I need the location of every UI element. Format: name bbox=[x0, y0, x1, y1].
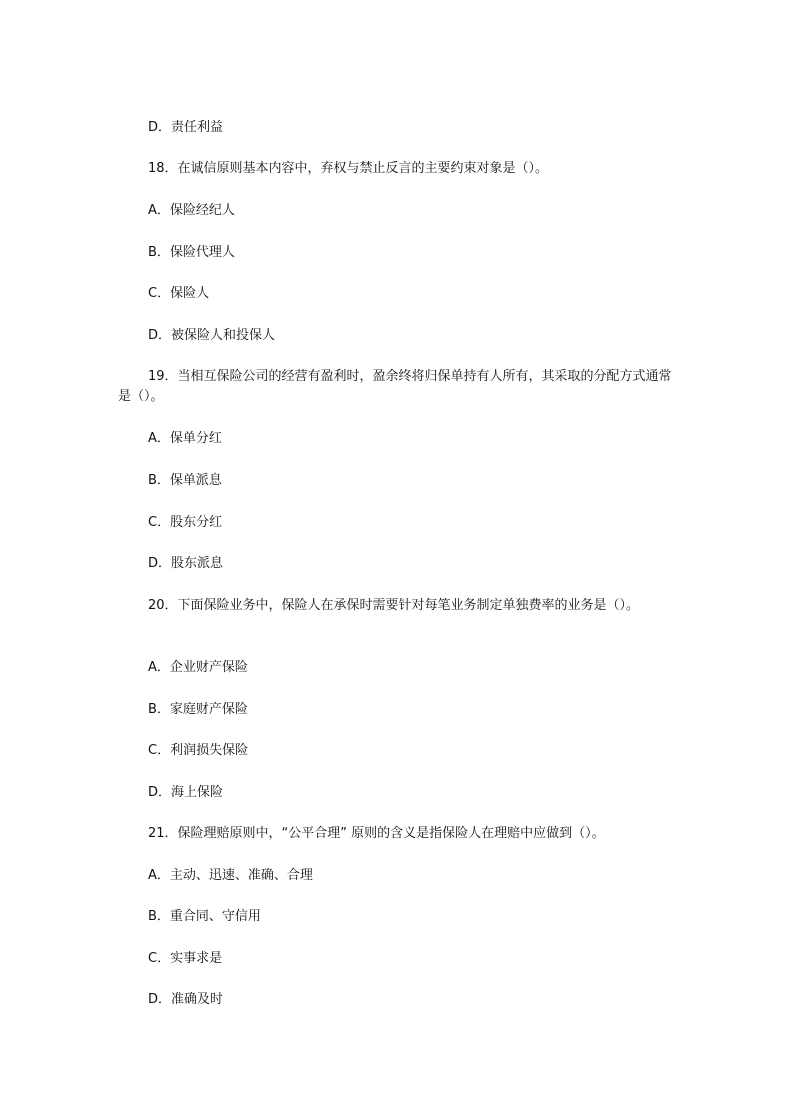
option-18-a: A．保险经纪人 bbox=[148, 203, 235, 218]
question-20: 20．下面保险业务中，保险人在承保时需要针对每笔业务制定单独费率的业务是（）。 bbox=[148, 598, 640, 613]
option-20-b: B．家庭财产保险 bbox=[148, 702, 248, 717]
option-20-d: D．海上保险 bbox=[148, 785, 224, 800]
option-19-d: D．股东派息 bbox=[148, 556, 224, 571]
option-19-c: C．股东分红 bbox=[148, 515, 223, 530]
option-21-a: A．主动、迅速、准确、合理 bbox=[148, 868, 313, 883]
option-20-a: A．企业财产保险 bbox=[148, 660, 248, 675]
question-18: 18．在诚信原则基本内容中，弃权与禁止反言的主要约束对象是（）。 bbox=[148, 161, 549, 176]
option-21-b: B．重合同、守信用 bbox=[148, 909, 261, 924]
option-19-b: B．保单派息 bbox=[148, 473, 222, 488]
question-21: 21．保险理赔原则中，“公平合理” 原则的含义是指保险人在理赔中应做到（）。 bbox=[148, 826, 605, 841]
option-17-d: D．责任利益 bbox=[148, 120, 224, 135]
option-18-c: C．保险人 bbox=[148, 286, 210, 301]
option-21-d: D．准确及时 bbox=[148, 992, 224, 1007]
option-21-c: C．实事求是 bbox=[148, 951, 223, 966]
option-18-d: D．被保险人和投保人 bbox=[148, 328, 276, 343]
question-19: 19．当相互保险公司的经营有盈利时，盈余终将归保单持有人所有，其采取的分配方式通常是（）。 bbox=[118, 369, 672, 404]
option-20-c: C．利润损失保险 bbox=[148, 743, 249, 758]
option-19-a: A．保单分红 bbox=[148, 431, 222, 446]
option-18-b: B．保险代理人 bbox=[148, 245, 235, 260]
